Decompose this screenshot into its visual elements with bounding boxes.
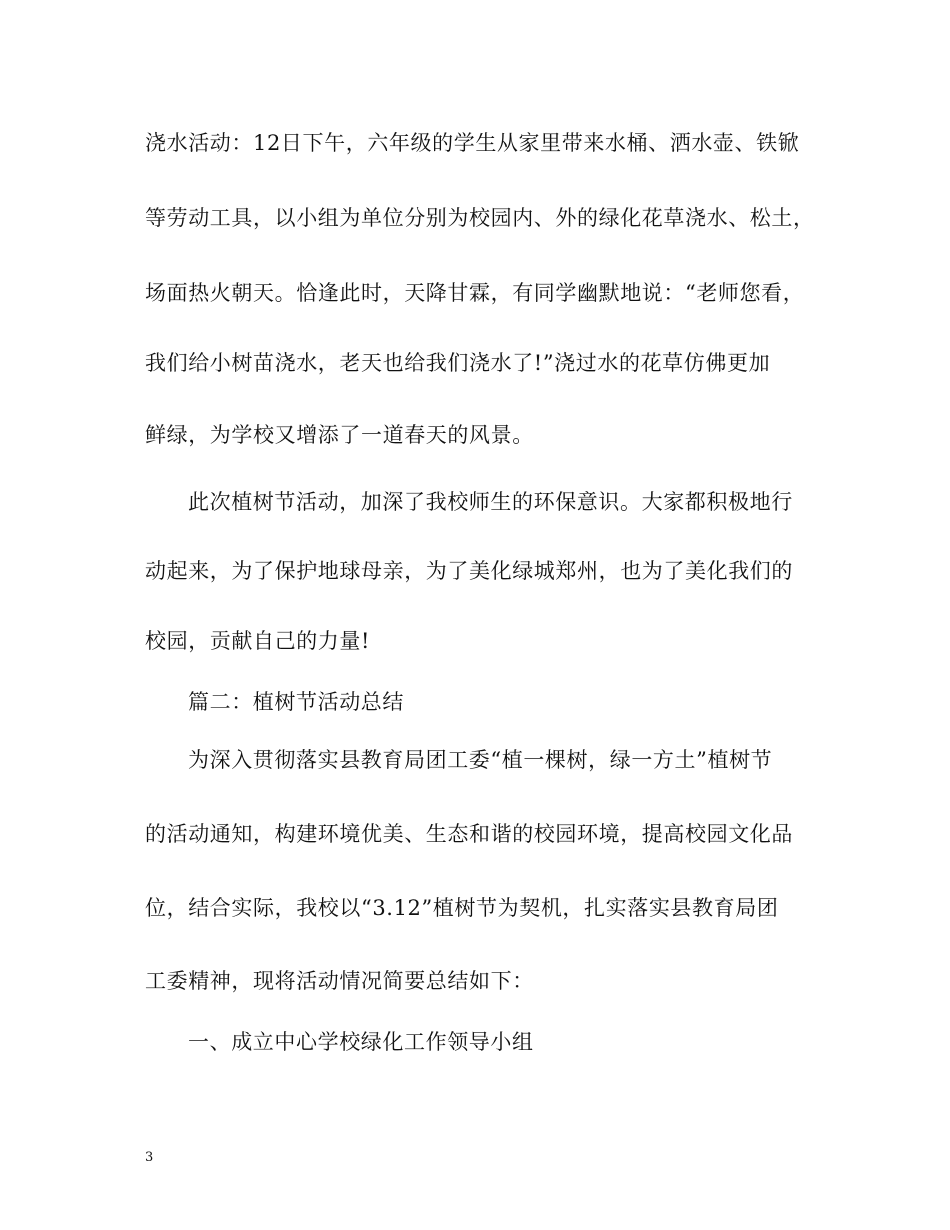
paragraph-line: 为深入贯彻落实县教育局团工委“植一棵树，绿一方土”植树节 — [188, 748, 773, 772]
paragraph-line: 鲜绿，为学校又增添了一道春天的风景。 — [145, 423, 534, 447]
paragraph-line: 动起来，为了保护地球母亲，为了美化绿城郑州，也为了美化我们的 — [145, 559, 793, 583]
paragraph-line: 浇水活动：12日下午，六年级的学生从家里带来水桶、洒水壶、铁锨 — [145, 131, 800, 155]
page-number: 3 — [145, 1150, 154, 1165]
section-heading: 篇二：植树节活动总结 — [188, 690, 404, 714]
paragraph-line: 此次植树节活动，加深了我校师生的环保意识。大家都积极地行 — [188, 490, 793, 514]
paragraph-line: 的活动通知，构建环境优美、生态和谐的校园环境，提高校园文化品 — [145, 822, 793, 846]
paragraph-line: 位，结合实际，我校以“3.12”植树节为契机，扎实落实县教育局团 — [145, 896, 779, 920]
paragraph-line: 我们给小树苗浇水，老天也给我们浇水了!”浇过水的花草仿佛更加 — [145, 351, 771, 375]
paragraph-line: 校园，贡献自己的力量! — [145, 629, 371, 653]
subsection-heading: 一、成立中心学校绿化工作领导小组 — [188, 1030, 534, 1054]
paragraph-line: 等劳动工具，以小组为单位分别为校园内、外的绿化花草浇水、松土， — [145, 206, 815, 230]
paragraph-line: 场面热火朝天。恰逢此时，天降甘霖，有同学幽默地说：“老师您看， — [145, 281, 805, 305]
paragraph-line: 工委精神，现将活动情况简要总结如下： — [145, 969, 534, 993]
